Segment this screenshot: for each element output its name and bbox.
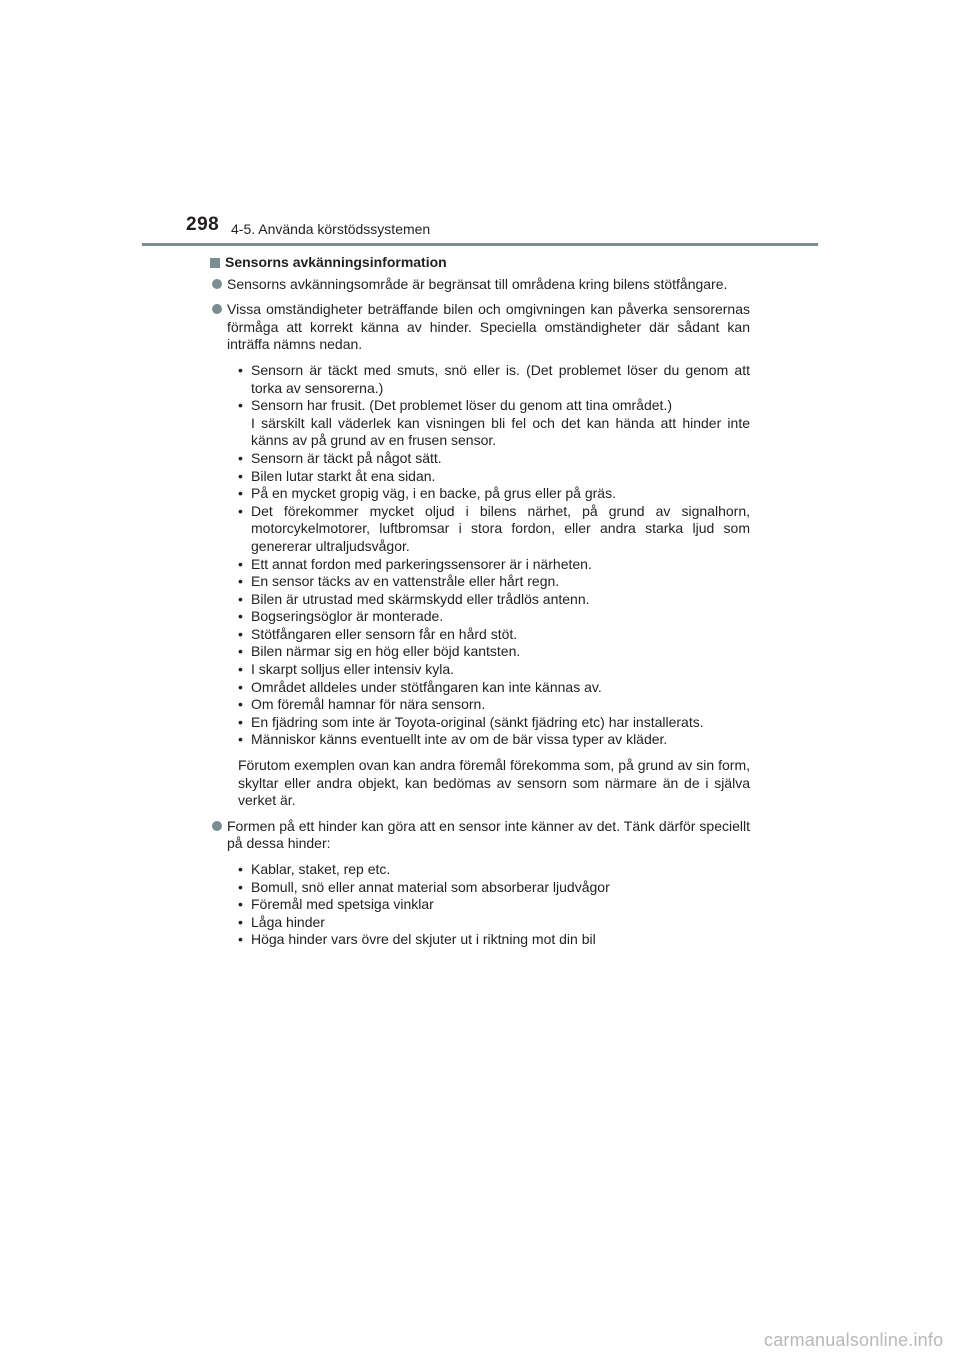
list-item — [238, 879, 750, 897]
page-number: 298 — [186, 214, 220, 235]
paragraph-text: Vissa omständigheter beträffande bilen och omgivningen kan påverka sensorernas förmåga att korrekt känna av hinder. Speciella omständigheter där sådant kan inträffa nämns nedan. — [227, 301, 750, 353]
paragraph-conditions-intro — [210, 301, 750, 354]
list-item-text: Ett annat fordon med parkeringssensorer är i närheten. — [251, 555, 592, 572]
list-item-text: Sensorn är täckt med smuts, snö eller is. (Det problemet löser du genom att torka av sensorerna.) — [251, 361, 750, 396]
list-item-text: I skarpt solljus eller intensiv kyla. — [251, 661, 455, 678]
bullet-dot-icon: • — [238, 467, 243, 484]
list-item-text: Sensorn har frusit. (Det problemet löser du genom att tina området.) — [251, 397, 672, 414]
bullet-dot-icon: • — [238, 913, 243, 930]
list-item-text: Föremål med spetsiga vinklar — [251, 896, 434, 913]
list-item — [238, 714, 750, 732]
list-item — [238, 731, 750, 749]
paragraph-text: Formen på ett hinder kan göra att en sensor inte känner av det. Tänk därför speciellt på dessa hinder: — [227, 817, 750, 852]
list-item-text: Sensorn är täckt på något sätt. — [251, 449, 442, 466]
section-heading-text: Sensorns avkänningsinformation — [225, 254, 447, 270]
list-item-text: Bogseringsöglor är monterade. — [251, 608, 444, 625]
bullet-dot-icon: • — [238, 573, 243, 590]
bullet-dot-icon: • — [238, 896, 243, 913]
list-item-text: Höga hinder vars övre del skjuter ut i riktning mot din bil — [251, 931, 596, 948]
bullet-dot-icon: • — [238, 696, 243, 713]
obstacles-list — [210, 861, 750, 949]
list-item — [238, 914, 750, 932]
list-item — [238, 696, 750, 714]
list-item-text: Bilen lutar starkt åt ena sidan. — [251, 467, 436, 484]
main-content — [210, 254, 750, 957]
bullet-dot-icon: • — [238, 678, 243, 695]
bullet-dot-icon: • — [238, 643, 243, 660]
bullet-dot-icon: • — [238, 625, 243, 642]
list-item — [238, 556, 750, 574]
bullet-dot-icon: • — [238, 731, 243, 748]
bullet-dot-icon: • — [238, 861, 243, 877]
bullet-dot-icon: • — [238, 661, 243, 678]
list-item-text: Låga hinder — [251, 913, 325, 930]
list-item-text: Människor känns eventuellt inte av om de bär vissa typer av kläder. — [251, 731, 668, 748]
list-item-text: Bilen närmar sig en hög eller böjd kantsten. — [251, 643, 521, 660]
list-item-text: Stötfångaren eller sensorn får en hård stöt. — [251, 625, 518, 642]
watermark: carmanualsonline.info — [764, 1330, 944, 1350]
list-item — [238, 679, 750, 697]
paragraph-text: Sensorns avkänningsområde är begränsat till områdena kring bilens stötfångare. — [227, 275, 728, 292]
bullet-dot-icon: • — [238, 878, 243, 895]
bullet-dot-icon: • — [238, 449, 243, 466]
conditions-list — [210, 362, 750, 749]
list-item — [238, 626, 750, 644]
list-item — [238, 608, 750, 626]
list-item — [238, 931, 750, 949]
list-item — [238, 362, 750, 397]
bullet-dot-icon: • — [238, 590, 243, 607]
paragraph-sensing-area — [210, 276, 750, 294]
list-item — [238, 503, 750, 556]
running-head: 4-5. Använda körstödssystemen — [231, 221, 431, 237]
bullet-dot-icon: • — [238, 361, 243, 378]
bullet-dot-icon: • — [238, 931, 243, 948]
list-item-subtext: I särskilt kall väderlek kan visningen bli fel och det kan hända att hinder inte känns av på grund av en frusen sensor. — [251, 414, 750, 449]
list-item-text: Området alldeles under stötfångaren kan inte kännas av. — [251, 678, 602, 695]
list-item — [238, 661, 750, 679]
circle-bullet-icon — [212, 304, 222, 314]
bullet-dot-icon: • — [238, 608, 243, 625]
bullet-dot-icon: • — [238, 555, 243, 572]
bullet-dot-icon: • — [238, 485, 243, 502]
circle-bullet-icon — [212, 279, 222, 289]
bullet-dot-icon: • — [238, 502, 243, 519]
list-item-text: Kablar, staket, rep etc. — [251, 861, 391, 877]
conditions-note: Förutom exemplen ovan kan andra föremål förekomma som, på grund av sin form, skyltar eller andra objekt, kan bedömas av sensorn som närmare än de i själva verket är. — [238, 757, 750, 809]
bullet-dot-icon: • — [238, 397, 243, 414]
list-item — [238, 896, 750, 914]
list-item — [238, 573, 750, 591]
header-rule — [142, 243, 818, 246]
list-item — [238, 450, 750, 468]
bullet-dot-icon: • — [238, 713, 243, 730]
list-item — [238, 861, 750, 879]
list-item — [238, 485, 750, 503]
list-item — [238, 591, 750, 609]
square-bullet-icon — [210, 258, 220, 268]
section-heading — [210, 254, 750, 272]
list-item-text: Det förekommer mycket oljud i bilens närhet, på grund av signalhorn, motorcykelmotorer, luftbromsar i stora fordon, eller andra starka ljud som genererar ultraljudsvågor. — [251, 502, 750, 554]
list-item-text: En fjädring som inte är Toyota-original (sänkt fjädring etc) har installerats. — [251, 713, 704, 730]
list-item-text: En sensor täcks av en vattenstråle eller hårt regn. — [251, 573, 560, 590]
list-item — [238, 468, 750, 486]
list-item-text: På en mycket gropig väg, i en backe, på grus eller på gräs. — [251, 485, 616, 502]
circle-bullet-icon — [212, 821, 222, 831]
list-item-text: Bomull, snö eller annat material som absorberar ljudvågor — [251, 878, 610, 895]
list-item — [238, 643, 750, 661]
list-item — [238, 397, 750, 450]
paragraph-obstacle-shape — [210, 818, 750, 853]
list-item-text: Om föremål hamnar för nära sensorn. — [251, 696, 486, 713]
list-item-text: Bilen är utrustad med skärmskydd eller trådlös antenn. — [251, 590, 590, 607]
